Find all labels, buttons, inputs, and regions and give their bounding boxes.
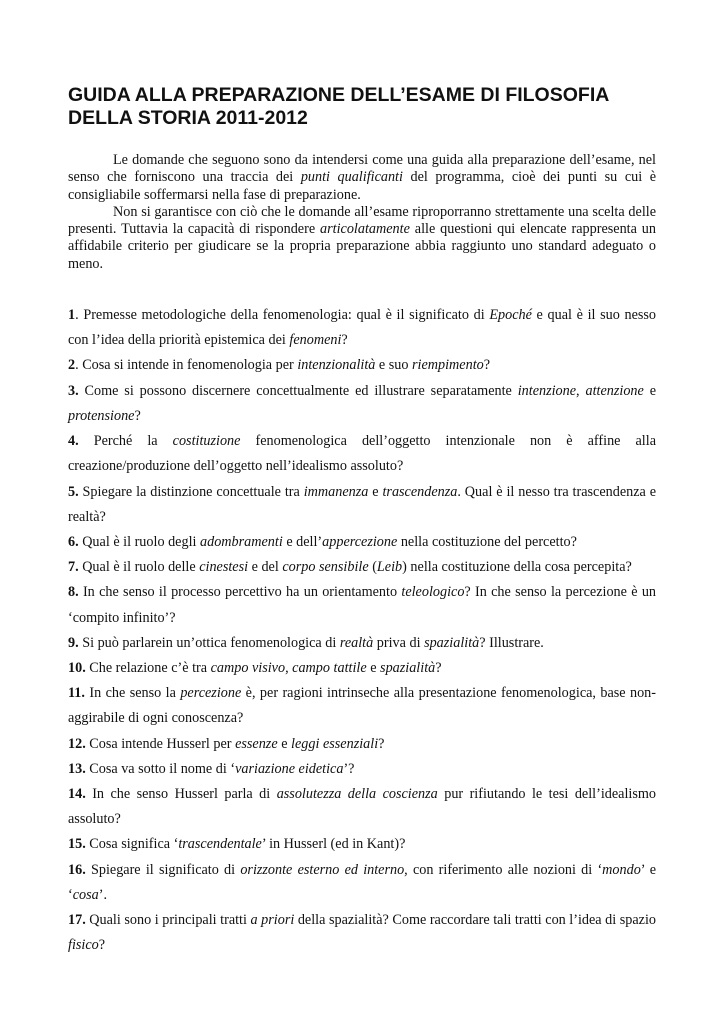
italic-term: essenze [235,735,278,752]
question-item [68,858,656,908]
italic-term: trascendenza [382,483,458,500]
text-segment: ’. [98,886,108,903]
italic-term: cinestesi [199,559,249,576]
italic-term: campo tattile [292,659,367,676]
question-item [68,555,656,580]
text-segment: Cosa intende Husserl per [89,735,236,752]
italic-term: teleologico [401,584,465,601]
italic-term: cosa [72,886,99,903]
intro-paragraph [68,152,656,204]
question-item [68,732,656,757]
italic-term: fisico [68,937,99,954]
text-segment: Come si possono discernere concettualmente ed illustrare separatamente [84,382,518,399]
question-item [68,303,656,353]
text-segment: del programma, cioè dei punti su cui è consigliabile soffermarsi nella fase di preparazione. [68,169,656,203]
text-segment: alle questioni qui elencate rappresenta un affidabile criterio per giudicare se la propria preparazione abbia raggiunto uno standard adeguato o meno. [68,221,656,272]
question-number: 12. [68,735,86,752]
italic-term: attenzione [585,382,644,399]
question-item [68,757,656,782]
text-segment: ? [435,659,442,676]
italic-term: riempimento [412,357,484,374]
italic-term: mondo [602,861,641,878]
question-separator: . [75,357,83,374]
question-item [68,782,656,832]
text-segment: ? [134,407,141,424]
text-segment: Le domande che seguono sono da intendersi come una guida alla preparazione dell’esame, nel senso che forniscono una traccia dei [68,152,656,186]
italic-term: punti qualificanti [300,169,403,186]
italic-term: campo visivo [210,659,286,676]
question-item [68,530,656,555]
text-segment: priva di [373,634,425,651]
question-number: 8. [68,584,79,601]
text-segment: ( [368,559,377,576]
italic-term: protensione [68,407,135,424]
text-segment: fenomenologica dell’oggetto intenzionale non è affine alla creazione/produzione dell’oggetto nell’idealismo assoluto? [68,433,656,475]
text-segment: è, per ragioni intrinseche alla presentazione fenomenologica, base non-aggirabile di ogni conoscenza? [68,685,656,727]
question-number: 1 [68,307,76,324]
italic-term: articolatamente [320,221,410,238]
question-item [68,681,656,731]
text-segment: Perché la [93,433,173,450]
intro-section [68,152,656,273]
text-segment: nella costituzione del percetto? [397,533,577,550]
question-number: 3. [68,382,79,399]
italic-term: intenzione [517,382,577,399]
intro-paragraph [68,204,656,273]
text-segment: e [643,382,656,399]
italic-term: fenomeni [289,332,342,349]
text-segment: ? [98,937,106,954]
text-segment: e suo [375,357,413,374]
text-segment: Si può parlarein un’ottica fenomenologica di [82,634,340,651]
document-page [68,84,656,958]
question-number: 14. [68,785,86,802]
text-segment: , con riferimento alle nozioni di ‘ [404,861,603,878]
text-segment: In che senso il processo percettivo ha un orientamento [82,584,402,601]
text-segment: e [366,659,381,676]
text-segment: Spiegare la distinzione concettuale tra [82,483,304,500]
text-segment: e dell’ [282,533,323,550]
question-item [68,353,656,378]
question-number: 5. [68,483,79,500]
question-number: 17. [68,911,86,928]
text-segment: ) nella costituzione della cosa percepita? [402,559,632,576]
question-item [68,631,656,656]
italic-term: costituzione [172,433,241,450]
question-item [68,908,656,958]
italic-term: trascendentale [178,836,262,853]
text-segment: e [368,483,383,500]
text-segment: . Qual è il nesso tra trascendenza e realtà? [68,483,656,525]
text-segment: ’ in Husserl (ed in Kant)? [261,836,406,853]
text-segment: Cosa si intende in fenomenologia per [82,357,298,374]
question-separator: . [75,307,84,324]
text-segment: pur rifiutando le tesi dell’idealismo assoluto? [68,785,656,828]
italic-term: corpo sensibile [282,559,369,576]
question-item [68,656,656,681]
italic-term: orizzonte esterno ed interno [240,861,405,878]
question-item [68,379,656,429]
italic-term: a priori [250,911,295,928]
text-segment: ’? [343,760,355,777]
italic-term: adombramenti [200,533,283,550]
text-segment: ? [483,357,491,374]
text-segment: e [277,735,292,752]
italic-term: intenzionalità [297,357,376,374]
italic-term: Epoché [489,307,532,324]
italic-term: percezione [180,685,242,702]
text-segment: In che senso Husserl parla di [92,785,277,802]
question-item [68,480,656,530]
italic-term: Leib [376,559,403,576]
text-segment: Cosa va sotto il nome di ‘ [89,760,236,777]
question-list [68,303,656,958]
question-number: 6. [68,533,79,550]
text-segment: In che senso la [89,685,181,702]
question-number: 10. [68,659,86,676]
text-segment: Che relazione c’è tra [89,659,211,676]
text-segment: Premesse metodologiche della fenomenologia: qual è il significato di [83,307,490,324]
text-segment: della spazialità? Come raccordare tali tratti con l’idea di spazio [294,911,656,928]
question-number: 2 [68,357,76,374]
text-segment: Qual è il ruolo degli [82,533,200,550]
text-segment: e qual è il suo nesso con l’idea della priorità epistemica dei [68,307,657,349]
italic-term: appercezione [322,533,398,550]
text-segment: ? In che senso la percezione è un ‘compito infinito’? [68,584,657,626]
question-number: 7. [68,559,79,576]
text-segment: , [285,659,293,676]
question-number: 13. [68,760,86,777]
text-segment: ? [341,332,348,349]
italic-term: assolutezza della coscienza [276,785,438,802]
question-item [68,429,656,479]
text-segment: , [576,382,586,399]
document-title: GUIDA ALLA PREPARAZIONE DELL’ESAME DI FILOSOFIA DELLA STORIA 2011-2012 [68,84,609,129]
text-segment: ? Illustrare. [479,634,544,651]
italic-term: realtà [339,634,374,651]
italic-term: immanenza [303,483,369,500]
question-number: 15. [68,836,86,853]
italic-term: spazialità [380,659,436,676]
text-segment: Spiegare il significato di [90,861,241,878]
text-segment: ? [378,735,385,752]
italic-term: variazione eidetica [235,760,344,777]
text-segment: e del [248,559,283,576]
text-segment: Qual è il ruolo delle [82,559,200,576]
question-item [68,580,656,630]
text-segment: Cosa significa ‘ [89,836,179,853]
italic-term: leggi essenziali [291,735,379,752]
question-number: 9. [68,634,79,651]
question-separator [79,433,94,449]
text-segment: Non si garantisce con ciò che le domande all’esame riproporranno strettamente una scelta delle presenti. Tuttavia la capacità di rispondere [68,203,656,238]
text-segment: ’ e ‘ [68,861,656,903]
question-number: 16. [68,861,86,878]
question-number: 4. [68,433,79,450]
text-segment: Quali sono i principali tratti [89,911,251,928]
question-number: 11. [68,685,85,702]
italic-term: spazialità [424,634,480,651]
question-item [68,832,656,857]
